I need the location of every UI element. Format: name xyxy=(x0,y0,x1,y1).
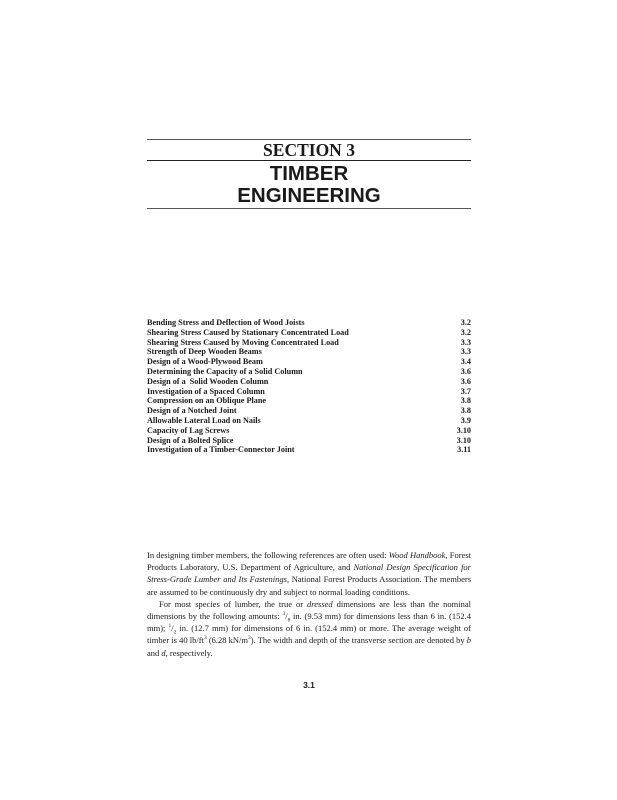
fraction-denominator: 8 xyxy=(287,617,291,624)
variable-d: d xyxy=(161,647,166,658)
toc-entry xyxy=(147,445,471,455)
toc-entry-page: 3.3 xyxy=(460,337,471,347)
toc-entry-title: Capacity of Lag Screws xyxy=(147,425,230,435)
toc-entry-title: Investigation of a Timber-Connector Joint xyxy=(147,445,295,455)
term-dressed: dressed xyxy=(307,598,333,609)
text-run: (6.28 kN/m xyxy=(206,635,249,646)
toc-entry xyxy=(147,387,471,397)
toc-entry-title: Allowable Lateral Load on Nails xyxy=(147,415,261,425)
toc-entry xyxy=(147,328,471,338)
toc-entry-page: 3.3 xyxy=(460,347,471,357)
toc-entry xyxy=(147,406,471,416)
toc-entry-title: Compression on an Oblique Plane xyxy=(147,396,267,406)
toc-entry xyxy=(147,357,471,367)
intro-paragraph-2: For most species of lumber, the true or dressed dimensions are less than the nominal dimensions by the following amounts: $^3/_8$ in. (9.53 mm) for dimensions less than 6 in. (152.4 mm); $^1/_2$ in. (12.7 mm) for dimensions of 6 in. (152.4 mm) or more. The average weight of timber is 40 $lb/ft^3$ (6.28 $kN/m^3$). The width and depth of the transverse section are denoted by b and d, respectively. xyxy=(147,598,471,658)
toc-entry-title: Bending Stress and Deflection of Wood Joists xyxy=(147,318,305,327)
toc-entry-page: 3.6 xyxy=(460,376,471,386)
toc-entry-title: Strength of Deep Wooden Beams xyxy=(147,347,262,357)
toc-entry-title: Design of a Bolted Splice xyxy=(147,435,234,445)
text-run: in. (12.7 mm) for dimensions of 6 in. (152.4 mm) or more. The average weight of timber is 40 lb/ft xyxy=(147,623,471,646)
toc-entry-page: 3.2 xyxy=(460,318,471,327)
text-run: , Forest Products Laboratory, U.S. Department of Agriculture, and xyxy=(147,550,471,573)
fraction-numerator: 3 xyxy=(282,611,286,618)
toc-entry-page: 3.2 xyxy=(460,327,471,337)
toc-entry-title: Determining the Capacity of a Solid Column xyxy=(147,366,303,376)
header-rule-bottom xyxy=(147,208,471,209)
toc-entry-page: 3.8 xyxy=(460,396,471,406)
toc-entry-page: 3.10 xyxy=(456,425,471,435)
text-run: and xyxy=(147,647,162,658)
toc-entry-page: 3.4 xyxy=(460,357,471,367)
section-title-line-1: TIMBER xyxy=(269,162,349,185)
header-rule-middle xyxy=(147,160,471,161)
toc-entry xyxy=(147,367,471,377)
text-run: ). The width and depth of the transverse section are denoted by xyxy=(250,635,467,646)
text-run: In designing timber members, the following references are often used: xyxy=(147,550,389,560)
toc-entry-page: 3.10 xyxy=(456,435,471,445)
toc-entry-page: 3.11 xyxy=(457,445,471,455)
toc-entry-title: Design of a Wood-Plywood Beam xyxy=(147,357,263,367)
section-title xyxy=(147,163,471,207)
fraction-numerator: 1 xyxy=(168,623,172,630)
toc-entry xyxy=(147,318,471,328)
text-run: , respectively. xyxy=(165,647,213,658)
page-number: 3.1 xyxy=(303,680,315,690)
intro-text xyxy=(147,549,471,659)
toc-entry-title: Design of a Notched Joint xyxy=(147,406,237,416)
toc-entry xyxy=(147,377,471,387)
toc-entry xyxy=(147,426,471,436)
toc-entry-title: Shearing Stress Caused by Moving Concentrated Load xyxy=(147,337,339,347)
reference-nds: National Design Specification for Stress-Grade Lumber and Its Fastenings xyxy=(147,562,471,585)
toc-entry-page: 3.9 xyxy=(460,415,471,425)
toc-entry xyxy=(147,338,471,348)
text-run: in. (9.53 mm) for dimensions less than 6 in. (152.4 mm); xyxy=(147,611,471,634)
superscript: 3 xyxy=(248,635,251,642)
table-of-contents xyxy=(147,318,471,455)
section-title-line-2: ENGINEERING xyxy=(237,184,381,207)
reference-wood-handbook: Wood Handbook xyxy=(388,550,446,560)
fraction-denominator: 2 xyxy=(173,629,177,636)
text-run: dimensions are less than the nominal dimensions by the following amounts: xyxy=(147,598,471,622)
intro-paragraph-1 xyxy=(147,549,471,598)
toc-entry-page: 3.7 xyxy=(460,386,471,396)
toc-entry-page: 3.8 xyxy=(460,406,471,416)
toc-entry-title: Shearing Stress Caused by Stationary Concentrated Load xyxy=(147,327,349,337)
text-run: , National Forest Products Association. The members are assumed to be continuously dry and subject to normal loading conditions. xyxy=(147,574,471,597)
superscript: 3 xyxy=(203,635,207,642)
toc-entry-title: Investigation of a Spaced Column xyxy=(147,386,265,396)
section-label: SECTION 3 xyxy=(263,140,355,160)
toc-entry xyxy=(147,396,471,406)
text-run: For most species of lumber, the true or xyxy=(159,598,307,609)
toc-entry-page: 3.6 xyxy=(460,366,471,376)
toc-entry xyxy=(147,347,471,357)
toc-entry-title: Design of a Solid Wooden Column xyxy=(147,376,269,386)
toc-entry xyxy=(147,416,471,426)
toc-entry xyxy=(147,436,471,446)
variable-b: b xyxy=(466,635,471,646)
